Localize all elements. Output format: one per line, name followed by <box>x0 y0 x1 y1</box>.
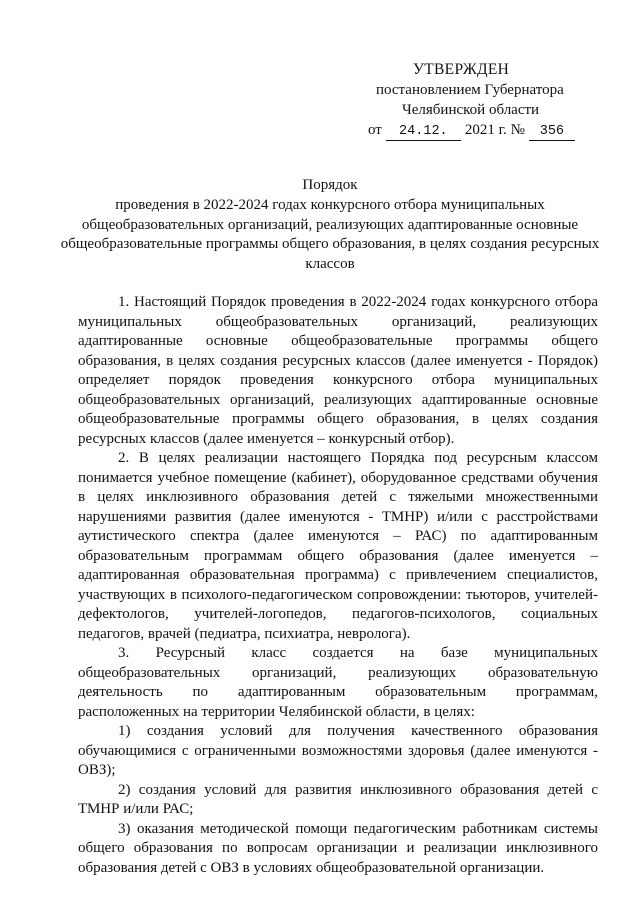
approval-date-day: 24.12. <box>386 124 461 141</box>
approval-date-prefix: от <box>368 122 382 138</box>
paragraph-3-item-3: 3) оказания методической помощи педагогическим работникам системы общего образования по вопросам организации и реализации инклюзивного образования детей с ОВЗ в условиях общеобразовательной организации. <box>78 820 598 876</box>
paragraph-2: 2. В целях реализации настоящего Порядка под ресурсным классом понимается учебное помещение (кабинет), оборудованное средствами обучения в целях инклюзивного образования детей с тяжелыми множественными нарушениями развития (далее именуются - ТМНР) и/или с расстройствами аутистического спектра (далее именуются – РАС) по адаптированным образовательным программам общего образования (далее именуется – адаптированная образовательная программа) с привлечением специалистов, участвующих в психолого-педагогическом сопровождении: тьюторов, учителей-дефектологов, учителей-логопедов, педагогов-психологов, социальных педагогов, врачей (педиатра, психиатра, невролога). <box>78 450 598 642</box>
paragraph-3: 3. Ресурсный класс создается на базе муниципальных общеобразовательных организаций, реализующих образовательную деятельность по адаптированным образовательным программам, расположенных на территории Челябинской области, в целях: <box>78 645 598 720</box>
paragraph-1: 1. Настоящий Порядок проведения в 2022-2024 годах конкурсного отбора муниципальных общеобразовательных организаций, реализующих адаптированные основные общеобразовательные программы общего образования, в целях создания ресурсных классов (далее именуется - Порядок) определяет порядок проведения конкурсного отбора муниципальных общеобразовательных организаций, реализующих адаптированные основные общеобразовательные программы общего образования, в целях создания ресурсных классов (далее именуется – конкурсный отбор). <box>78 294 598 447</box>
paragraph-3-item-2: 2) создания условий для развития инклюзивного образования детей с ТМНР и/или РАС; <box>78 781 598 817</box>
approval-authority: постановлением Губернатора <box>376 82 564 98</box>
paragraph-3-item-1: 1) создания условий для получения качественного образования обучающимися с ограниченными возможностями здоровья (далее именуются - ОВЗ); <box>78 723 598 778</box>
approval-title: УТВЕРЖДЕН <box>413 61 510 78</box>
approval-date-year: 2021 г. № <box>464 122 525 138</box>
approval-date-row <box>368 121 575 141</box>
document-subtitle: проведения в 2022-2024 годах конкурсного отбора муниципальных общеобразовательных организаций, реализующих адаптированные основные общеобразовательные программы общего образования, в целях создания ресурсных классов <box>60 197 600 272</box>
document-title: Порядок <box>302 177 358 193</box>
approval-region: Челябинской области <box>402 102 540 118</box>
approval-number: 356 <box>529 124 575 141</box>
document-body <box>78 293 598 878</box>
